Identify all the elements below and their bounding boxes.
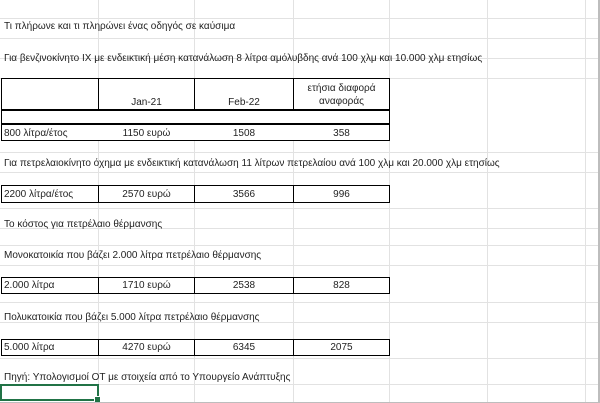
row-label: 5.000 λίτρα: [4, 342, 55, 353]
gridline: [585, 0, 586, 403]
source-note: Πηγή: Υπολογισμοί ΟΤ με στοιχεία από το Υπουργείο Ανάπτυξης: [4, 372, 291, 383]
section1-heading: Για βενζινοκίνητο ΙΧ με ενδεικτική μέση κατανάλωση 8 λίτρα αμόλυβδης ανά 100 χλμ και 10.000 χλμ ετησίως: [4, 53, 483, 64]
heating-title: Το κόστος για πετρέλαιο θέρμανσης: [4, 219, 163, 230]
gridline: [487, 0, 488, 403]
row-label: 800 λίτρα/έτος: [4, 128, 68, 139]
sheet-title: Τι πλήρωνε και τι πληρώνει ένας οδηγός σε καύσιμα: [4, 21, 236, 32]
value-feb22: 1508: [232, 128, 256, 139]
section4-heading: Πολυκατοικία που βάζει 5.000 λίτρα πετρέλαιο θέρμανσης: [4, 312, 260, 323]
section3-heading: Μονοκατοικία που βάζει 2.000 λίτρα πετρέλαιο θέρμανσης: [4, 250, 262, 261]
value-difference: 828: [333, 280, 350, 291]
value-difference: 358: [333, 128, 350, 139]
row-label: 2200 λίτρα/έτος: [4, 189, 74, 200]
value-feb22: 3566: [232, 189, 256, 200]
gridline: [0, 265, 600, 266]
gridline: [0, 208, 600, 209]
table-section1-spacer: [1, 110, 390, 124]
value-jan21: 1150 ευρώ: [122, 128, 171, 139]
value-feb22: 6345: [232, 342, 256, 353]
gridline: [0, 38, 600, 39]
header-annual-difference: ετήσια διαφορά αναφοράς: [307, 83, 376, 107]
value-feb22: 2538: [232, 280, 256, 291]
value-difference: 2075: [330, 342, 353, 353]
gridline: [0, 152, 600, 153]
header-feb22: Feb-22: [228, 97, 260, 108]
header-jan21: Jan-21: [131, 97, 162, 108]
value-jan21: 1710 ευρώ: [122, 280, 171, 291]
gridline: [0, 358, 600, 359]
gridline: [0, 245, 600, 246]
value-jan21: 2570 ευρώ: [122, 189, 171, 200]
gridline: [0, 172, 600, 173]
section2-heading: Για πετρελαιοκίνητο όχημα με ενδεικτική κατανάλωση 11 λίτρων πετρελαίου ανά 100 χλμ και 20.000 χλμ ετησίως: [4, 158, 500, 169]
gridline: [0, 302, 600, 303]
active-cell[interactable]: [0, 384, 99, 401]
gridline: [0, 18, 600, 19]
row-label: 2.000 λίτρα: [4, 280, 55, 291]
value-difference: 996: [333, 189, 350, 200]
value-jan21: 4270 ευρώ: [122, 342, 171, 353]
